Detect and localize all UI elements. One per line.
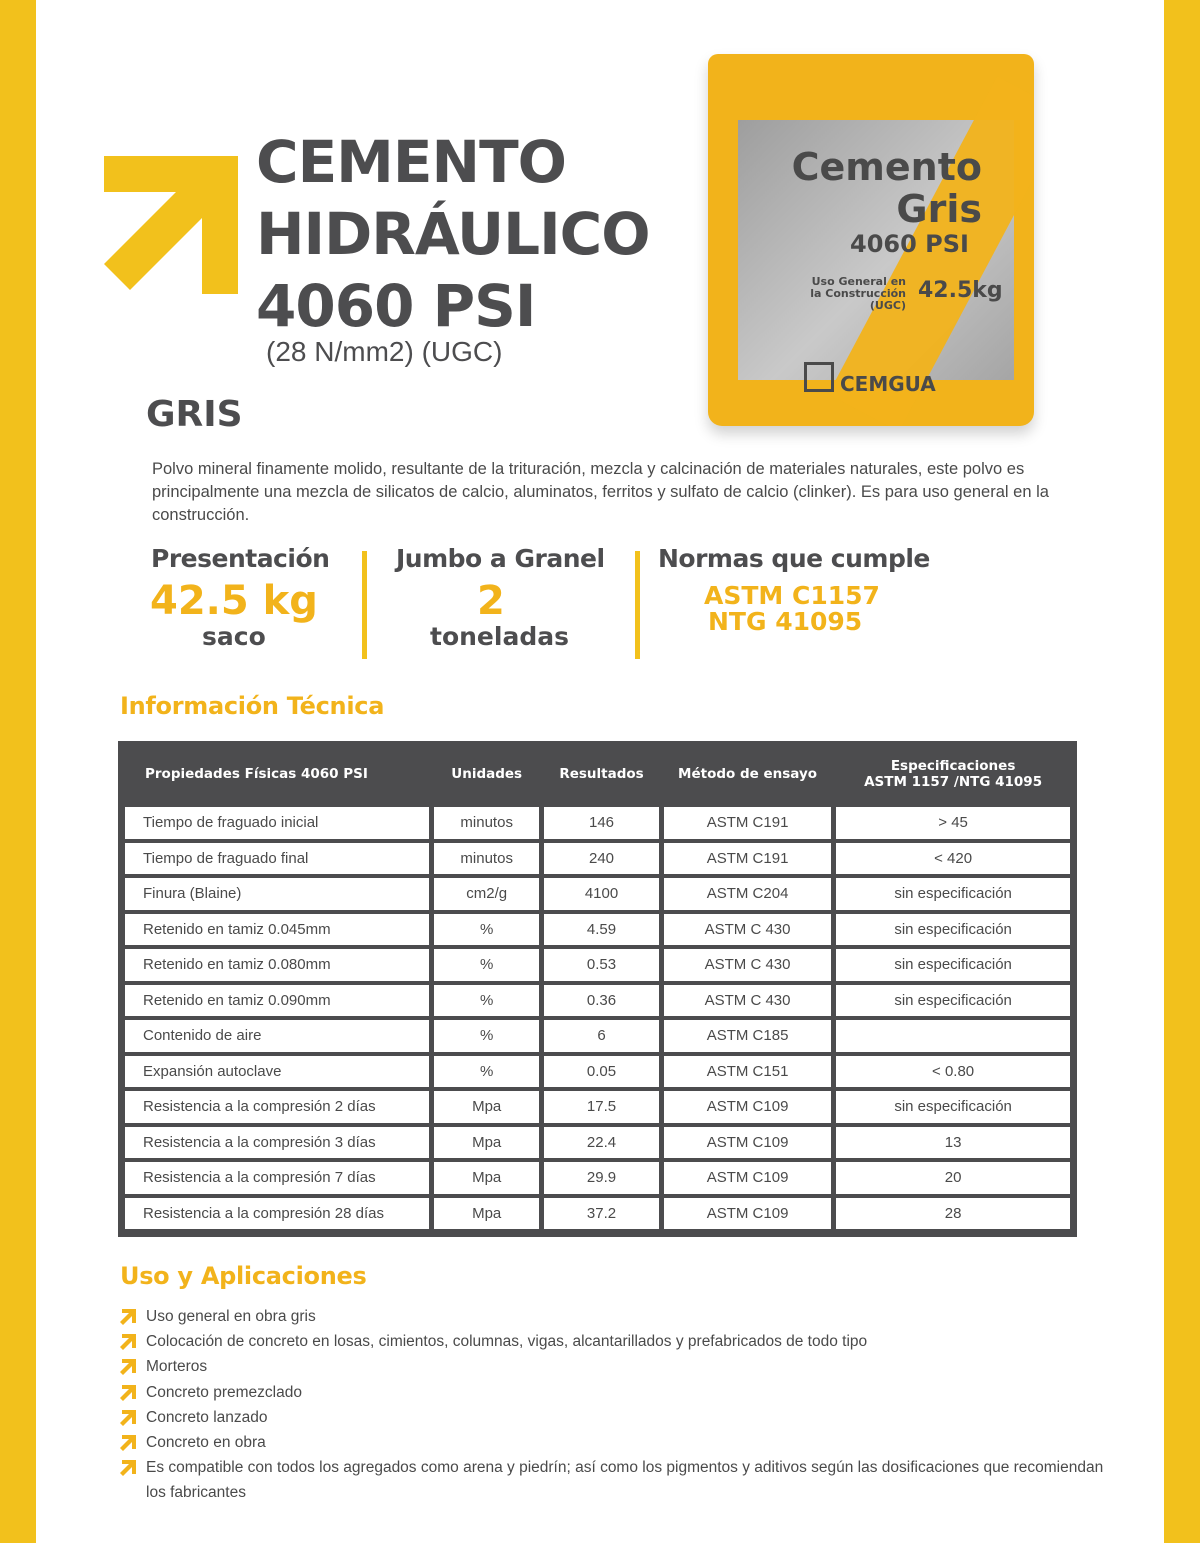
table-cell: > 45 (836, 807, 1070, 839)
table-row (125, 1020, 1070, 1052)
table-cell: Mpa (434, 1162, 539, 1194)
table-cell: ASTM C 430 (664, 914, 831, 946)
table-cell: minutos (434, 843, 539, 875)
table-cell: 22.4 (544, 1127, 659, 1159)
product-title (256, 126, 650, 342)
table-cell: 4100 (544, 878, 659, 910)
table-cell: % (434, 914, 539, 946)
bag-weight: 42.5kg (918, 278, 1003, 303)
table-cell: 6 (544, 1020, 659, 1052)
list-item-text: Morteros (146, 1358, 208, 1376)
table-cell: Retenido en tamiz 0.090mm (125, 985, 429, 1017)
bag-use-line-1: Uso General en (811, 275, 906, 288)
table-cell: 17.5 (544, 1091, 659, 1123)
bag-body (708, 54, 1034, 426)
bag-brand: CEMGUA (840, 372, 936, 396)
table-cell: sin especificación (836, 878, 1070, 910)
list-item (118, 1304, 1108, 1329)
table-row (125, 914, 1070, 946)
table-cell: % (434, 949, 539, 981)
list-item-text: Colocación de concreto en losas, cimientos, columnas, vigas, alcantarillados y prefabricados de todo tipo (146, 1333, 868, 1351)
table-cell: sin especificación (836, 949, 1070, 981)
arrow-up-right-icon (104, 156, 238, 294)
table-cell: Mpa (434, 1198, 539, 1230)
arrow-up-right-icon (120, 1359, 136, 1375)
table-cell: 0.53 (544, 949, 659, 981)
list-item (118, 1405, 1108, 1430)
table-cell: Finura (Blaine) (125, 878, 429, 910)
table-cell: Resistencia a la compresión 28 días (125, 1198, 429, 1230)
spec-header-line-2: ASTM 1157 /NTG 41095 (864, 774, 1043, 790)
norm-item: ASTM C1157 (704, 581, 880, 610)
table-cell: Resistencia a la compresión 7 días (125, 1162, 429, 1194)
norms-label: Normas que cumple (658, 544, 930, 573)
table-row (125, 1162, 1070, 1194)
product-bag-image (704, 48, 1038, 434)
arrow-up-right-icon (120, 1385, 136, 1401)
uses-title: Uso y Aplicaciones (120, 1262, 367, 1290)
column-header: Propiedades Físicas 4060 PSI (145, 766, 368, 782)
bag-title-line-1: Cemento (791, 145, 982, 189)
title-line-3: 4060 PSI (256, 272, 536, 340)
table-row (125, 807, 1070, 839)
bulk-value: 2 (477, 578, 505, 624)
bag-psi: 4060 PSI (850, 230, 969, 258)
list-item-text: Uso general en obra gris (146, 1308, 316, 1325)
table-cell: 146 (544, 807, 659, 839)
table-cell: ASTM C204 (664, 878, 831, 910)
list-item (118, 1380, 1108, 1405)
list-item (118, 1455, 1108, 1505)
table-row (125, 1198, 1070, 1230)
table-cell: 240 (544, 843, 659, 875)
table-cell: ASTM C 430 (664, 949, 831, 981)
table-cell: ASTM C151 (664, 1056, 831, 1088)
list-item-text: Concreto premezclado (146, 1383, 302, 1401)
list-item (118, 1354, 1108, 1379)
column-header: Método de ensayo (678, 766, 818, 782)
table-cell (836, 1020, 1070, 1052)
table-cell: ASTM C109 (664, 1198, 831, 1230)
table-cell: % (434, 1056, 539, 1088)
column-header: Unidades (451, 766, 523, 782)
table-cell: 28 (836, 1198, 1070, 1230)
table-cell: Tiempo de fraguado final (125, 843, 429, 875)
table-cell: 4.59 (544, 914, 659, 946)
table-cell: Contenido de aire (125, 1020, 429, 1052)
table-row (125, 985, 1070, 1017)
presentation-label: Presentación (151, 544, 330, 573)
bag-use-line-3: (UGC) (869, 299, 906, 312)
table-cell: minutos (434, 807, 539, 839)
table-cell: < 420 (836, 843, 1070, 875)
bulk-unit: toneladas (430, 622, 569, 651)
table-cell: ASTM C185 (664, 1020, 831, 1052)
product-subtitle: (28 N/mm2) (UGC) (266, 336, 503, 367)
table-row (125, 1056, 1070, 1088)
table-cell: ASTM C191 (664, 843, 831, 875)
table-row (125, 1091, 1070, 1123)
table-cell: Mpa (434, 1127, 539, 1159)
list-item-text: Concreto lanzado (146, 1408, 268, 1426)
bag-title-line-2: Gris (896, 187, 982, 231)
table-header-row (125, 745, 1070, 803)
table-cell: 13 (836, 1127, 1070, 1159)
presentation-value: 42.5 kg (150, 578, 318, 624)
list-item (118, 1430, 1108, 1455)
spec-header-line-1: Especificaciones (890, 758, 1016, 774)
arrow-up-right-icon (120, 1460, 136, 1476)
technical-table (118, 741, 1077, 1237)
uses-list (118, 1304, 1108, 1506)
title-line-2: HIDRÁULICO (256, 200, 650, 268)
bag-use-line-2: la Construcción (810, 287, 906, 300)
table-cell: 37.2 (544, 1198, 659, 1230)
stat-divider (635, 551, 640, 659)
brand-logo-icon (804, 362, 834, 392)
table-cell: % (434, 985, 539, 1017)
arrow-up-right-icon (120, 1435, 136, 1451)
table-cell: 0.05 (544, 1056, 659, 1088)
presentation-unit: saco (202, 622, 266, 651)
table-cell: ASTM C 430 (664, 985, 831, 1017)
table-cell: 20 (836, 1162, 1070, 1194)
table-row (125, 1127, 1070, 1159)
table-cell: % (434, 1020, 539, 1052)
arrow-up-right-icon (120, 1309, 136, 1325)
arrow-up-right-icon (120, 1410, 136, 1426)
table-row (125, 878, 1070, 910)
table-cell: sin especificación (836, 985, 1070, 1017)
list-item (118, 1329, 1108, 1354)
table-cell: cm2/g (434, 878, 539, 910)
product-description: Polvo mineral finamente molido, resultante de la trituración, mezcla y calcinación de materiales naturales, este polvo es principalmente una mezcla de silicatos de calcio, aluminatos, ferritos y sulfato de calcio (clinker). Es para uso general en la construcción. (152, 460, 1049, 524)
table-cell: Retenido en tamiz 0.080mm (125, 949, 429, 981)
table-cell: Expansión autoclave (125, 1056, 429, 1088)
list-item-text: Concreto en obra (146, 1434, 266, 1452)
table-cell: ASTM C109 (664, 1162, 831, 1194)
norm-item: NTG 41095 (708, 607, 863, 636)
table-cell: 29.9 (544, 1162, 659, 1194)
left-accent-bar (0, 0, 36, 1543)
table-cell: ASTM C109 (664, 1091, 831, 1123)
table-cell: ASTM C191 (664, 807, 831, 839)
title-line-1: CEMENTO (256, 128, 566, 196)
right-accent-bar (1164, 0, 1200, 1543)
technical-info-title: Información Técnica (120, 692, 385, 720)
table-row (125, 949, 1070, 981)
column-header (836, 745, 1070, 803)
color-label: GRIS (146, 394, 243, 435)
table-cell: 0.36 (544, 985, 659, 1017)
table-cell: Resistencia a la compresión 2 días (125, 1091, 429, 1123)
arrow-up-right-icon (120, 1334, 136, 1350)
list-item-text: Es compatible con todos los agregados como arena y piedrín; así como los pigmentos y aditivos según las dosificaciones que recomiendan los fabricantes (146, 1459, 1104, 1502)
stat-divider (362, 551, 367, 659)
table-cell: < 0.80 (836, 1056, 1070, 1088)
bag-title (766, 146, 982, 230)
column-header: Resultados (559, 766, 644, 782)
table-cell: Resistencia a la compresión 3 días (125, 1127, 429, 1159)
table-cell: Tiempo de fraguado inicial (125, 807, 429, 839)
table-cell: sin especificación (836, 1091, 1070, 1123)
bag-use-text (798, 276, 906, 312)
table-cell: Mpa (434, 1091, 539, 1123)
table-cell: sin especificación (836, 914, 1070, 946)
table-row (125, 843, 1070, 875)
bulk-label: Jumbo a Granel (396, 544, 605, 573)
table-cell: Retenido en tamiz 0.045mm (125, 914, 429, 946)
table-cell: ASTM C109 (664, 1127, 831, 1159)
